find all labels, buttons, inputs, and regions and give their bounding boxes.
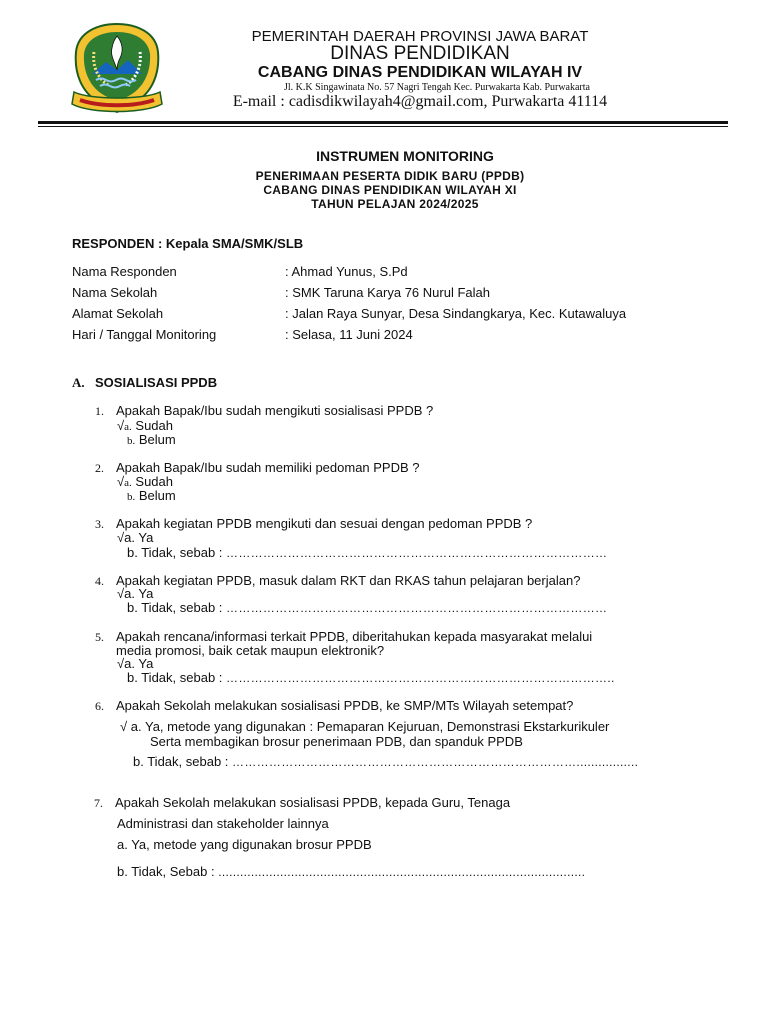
field-label-monitoring-date: Hari / Tanggal Monitoring (72, 327, 217, 342)
answer-option-b (127, 600, 607, 615)
section-letter: A. (72, 375, 85, 390)
letterhead-address: Jl. K.K Singawinata No. 57 Nagri Tengah Kec. Purwakarta Kab. Purwakarta (284, 82, 590, 93)
field-label-respondent-name: Nama Responden (72, 264, 177, 279)
answer-option-a: a. Ya, metode yang digunakan brosur PPDB (117, 837, 372, 852)
answer-option-a (117, 474, 173, 489)
option-text: b. Tidak, sebab : (127, 670, 223, 685)
answer-option-b (127, 545, 607, 560)
question-text-continued: media promosi, baik cetak maupun elektronik? (116, 643, 385, 658)
answer-option-a (117, 656, 153, 671)
option-text: Sudah (135, 418, 173, 433)
check-mark-icon: √ (120, 719, 128, 734)
fill-in-dots: ………………………………………………………………………………… (226, 601, 608, 615)
check-mark-icon: √ (117, 530, 125, 545)
option-letter: a. (124, 421, 132, 433)
option-text: a. Ya, metode yang digunakan : Pemaparan Kejuruan, Demonstrasi Ekstarkurikuler (130, 719, 610, 734)
option-text: b. Tidak, sebab : (133, 754, 229, 769)
question-text: Apakah Sekolah melakukan sosialisasi PPDB, ke SMP/MTs Wilayah setempat? (116, 698, 574, 713)
question-number: 5. (95, 630, 104, 644)
answer-option-a (120, 719, 609, 734)
answer-option-a-continued: Serta membagikan brosur penerimaan PDB, dan spanduk PPDB (150, 734, 523, 749)
question-number: 4. (95, 574, 104, 588)
document-title: INSTRUMEN MONITORING (316, 148, 494, 164)
option-text: Sudah (135, 474, 173, 489)
answer-option-a (117, 530, 153, 545)
answer-option-b (127, 488, 176, 503)
option-letter: b. (127, 435, 136, 447)
answer-option-b (117, 864, 585, 879)
field-value-respondent-name: : Ahmad Yunus, S.Pd (285, 264, 408, 279)
question-text: Apakah Bapak/Ibu sudah mengikuti sosialisasi PPDB ? (116, 403, 434, 418)
question-text: Apakah kegiatan PPDB, masuk dalam RKT dan RKAS tahun pelajaran berjalan? (116, 573, 581, 588)
check-mark-icon: √ (117, 656, 125, 671)
check-mark-icon: √ (117, 586, 125, 601)
fill-in-dots: ..................................................................................................... (218, 865, 586, 879)
answer-option-a (117, 586, 153, 601)
document-subtitle-1: PENERIMAAN PESERTA DIDIK BARU (PPDB) (255, 169, 525, 183)
option-text: b. Tidak, sebab : (127, 545, 223, 560)
question-number: 2. (95, 461, 104, 475)
option-letter: b. (127, 491, 136, 503)
letterhead-divider-thin (38, 126, 728, 127)
option-text: Belum (138, 488, 176, 503)
check-mark-icon: √ (117, 418, 125, 433)
question-number: 1. (95, 404, 104, 418)
option-text: Belum (138, 432, 176, 447)
fill-in-dots: ………………………………………………………………………………….. (226, 671, 615, 685)
field-label-school-name: Nama Sekolah (72, 285, 158, 300)
option-text: a. Ya (124, 656, 154, 671)
option-letter: a. (124, 477, 132, 489)
field-value-school-name: : SMK Taruna Karya 76 Nurul Falah (285, 285, 490, 300)
answer-option-b (127, 432, 176, 447)
question-number: 7. (94, 796, 103, 810)
answer-option-b (127, 670, 615, 685)
fill-in-dots: ………………………………………………………………………………… (226, 546, 608, 560)
option-text: b. Tidak, Sebab : (117, 864, 215, 879)
question-number: 3. (95, 517, 104, 531)
letterhead-email: E-mail : cadisdikwilayah4@gmail.com, Purwakarta 41114 (232, 93, 608, 110)
field-value-monitoring-date: : Selasa, 11 Juni 2024 (285, 327, 413, 342)
letterhead-branch: CABANG DINAS PENDIDIKAN WILAYAH IV (257, 64, 583, 81)
section-title: SOSIALISASI PPDB (95, 375, 218, 390)
field-label-school-address: Alamat Sekolah (72, 306, 164, 321)
document-subtitle-2: CABANG DINAS PENDIDIKAN WILAYAH XI (263, 183, 517, 197)
option-text: b. Tidak, sebab : (127, 600, 223, 615)
question-number: 6. (95, 699, 104, 713)
check-mark-icon: √ (117, 474, 125, 489)
respondent-heading: RESPONDEN : Kepala SMA/SMK/SLB (72, 236, 304, 251)
option-text: a. Ya (124, 586, 154, 601)
question-text-continued: Administrasi dan stakeholder lainnya (117, 816, 329, 831)
fill-in-dots: …………………………………………………………………………................. (232, 755, 639, 769)
question-text: Apakah kegiatan PPDB mengikuti dan sesuai dengan pedoman PPDB ? (116, 516, 533, 531)
letterhead-divider-thick (38, 121, 728, 124)
option-text: a. Ya (124, 530, 154, 545)
answer-option-a (117, 418, 173, 433)
question-text: Apakah Bapak/Ibu sudah memiliki pedoman PPDB ? (116, 460, 420, 475)
question-text: Apakah Sekolah melakukan sosialisasi PPDB, kepada Guru, Tenaga (115, 795, 511, 810)
answer-option-b (133, 754, 638, 769)
document-subtitle-3: TAHUN PELAJAN 2024/2025 (311, 197, 479, 211)
field-value-school-address: : Jalan Raya Sunyar, Desa Sindangkarya, Kec. Kutawaluya (285, 306, 627, 321)
letterhead-government: PEMERINTAH DAERAH PROVINSI JAWA BARAT (251, 28, 589, 45)
question-text: Apakah rencana/informasi terkait PPDB, diberitahukan kepada masyarakat melalui (116, 629, 593, 644)
letterhead-agency: DINAS PENDIDIKAN (330, 43, 510, 64)
